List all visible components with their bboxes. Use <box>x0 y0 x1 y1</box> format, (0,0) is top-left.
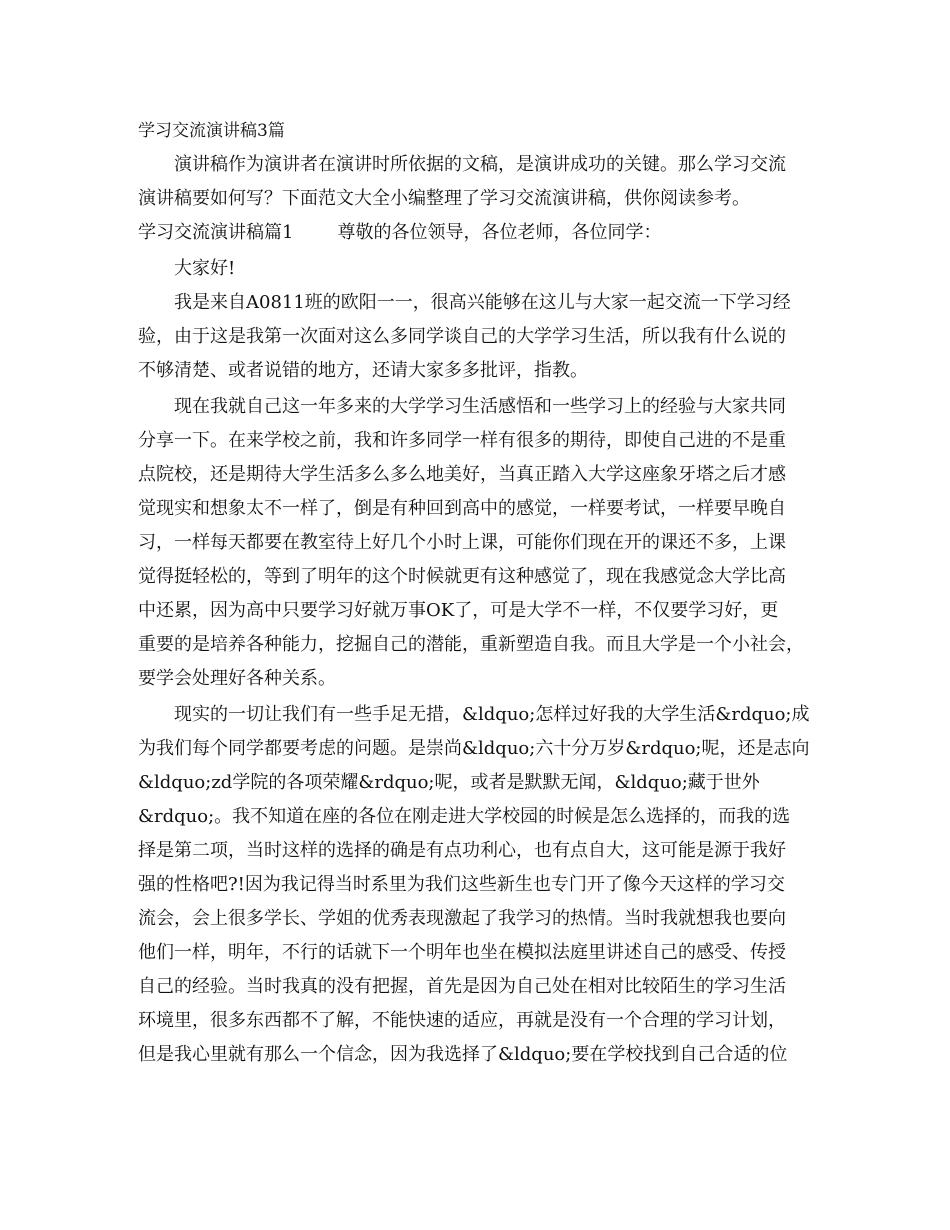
paragraph-line: 分享一下。在来学校之前，我和许多同学一样有很多的期待，即使自己进的不是重 <box>138 430 786 451</box>
paragraph-line: 流会，会上很多学长、学姐的优秀表现激起了我学习的热情。当时我就想我也要向 <box>138 908 786 929</box>
document-title: 学习交流演讲稿3篇 <box>138 121 285 141</box>
paragraph-line: 环境里，很多东西都不了解，不能快速的适应，再就是没有一个合理的学习计划， <box>138 1010 786 1031</box>
paragraph-line: 不够清楚、或者说错的地方，还请大家多多批评，指教。 <box>138 360 588 381</box>
paragraph-line: 现在我就自己这一年多来的大学学习生活感悟和一些学习上的经验与大家共同 <box>174 396 786 417</box>
paragraph-line: 要学会处理好各种关系。 <box>138 668 336 689</box>
paragraph-line: 点院校，还是期待大学生活多么多么地美好，当真正踏入大学这座象牙塔之后才感 <box>138 464 786 485</box>
paragraph-line: 自己的经验。当时我真的没有把握，首先是因为自己处在相对比较陌生的学习生活 <box>138 976 786 997</box>
intro-line: 演讲稿要如何写？下面范文大全小编整理了学习交流演讲稿，供你阅读参考。 <box>138 188 750 209</box>
paragraph-line: 强的性格吧?!因为我记得当时系里为我们这些新生也专门开了像今天这样的学习交 <box>138 874 785 895</box>
paragraph-line: 觉现实和想象太不一样了，倒是有种回到高中的感觉，一样要考试，一样要早晚自 <box>138 498 786 519</box>
paragraph-line: 重要的是培养各种能力，挖掘自己的潜能，重新塑造自我。而且大学是一个小社会， <box>138 634 804 655</box>
paragraph-line: 习，一样每天都要在教室待上好几个小时上课，可能你们现在开的课还不多，上课 <box>138 532 786 553</box>
paragraph-line: 但是我心里就有那么一个信念，因为我选择了&ldquo;要在学校找到自己合适的位 <box>138 1044 788 1065</box>
paragraph-line: 验，由于这是我第一次面对这么多同学谈自己的大学学习生活，所以我有什么说的 <box>138 326 786 347</box>
paragraph-line: &rdquo;。我不知道在座的各位在刚走进大学校园的时候是怎么选择的，而我的选 <box>138 806 791 827</box>
greeting: 大家好! <box>174 258 236 279</box>
paragraph-line: 现实的一切让我们有一些手足无措，&ldquo;怎样过好我的大学生活&rdquo;成 <box>174 704 810 725</box>
section-heading: 学习交流演讲稿篇1 <box>138 222 294 243</box>
paragraph-line: 他们一样，明年，不行的话就下一个明年也坐在模拟法庭里讲述自己的感受、传授 <box>138 942 786 963</box>
paragraph-line: 觉得挺轻松的，等到了明年的这个时候就更有这种感觉了，现在我感觉念大学比高 <box>138 566 786 587</box>
intro-line: 演讲稿作为演讲者在演讲时所依据的文稿，是演讲成功的关键。那么学习交流 <box>174 154 786 175</box>
paragraph-line: &ldquo;zd学院的各项荣耀&rdquo;呢，或者是默默无闻，&ldquo;藏于世外 <box>138 772 760 793</box>
section-heading-line <box>138 220 818 246</box>
paragraph-line: 中还累，因为高中只要学习好就万事OK了，可是大学不一样，不仅要学习好，更 <box>138 600 779 621</box>
paragraph-line: 我是来自A0811班的欧阳一一，很高兴能够在这儿与大家一起交流一下学习经 <box>174 292 791 313</box>
paragraph-line: 为我们每个同学都要考虑的问题。是崇尚&ldquo;六十分万岁&rdquo;呢，还是志向 <box>138 738 810 759</box>
paragraph-line: 择是第二项，当时这样的选择的确是有点功利心，也有点自大，这可能是源于我好 <box>138 840 786 861</box>
salutation: 尊敬的各位领导，各位老师，各位同学： <box>337 222 662 243</box>
